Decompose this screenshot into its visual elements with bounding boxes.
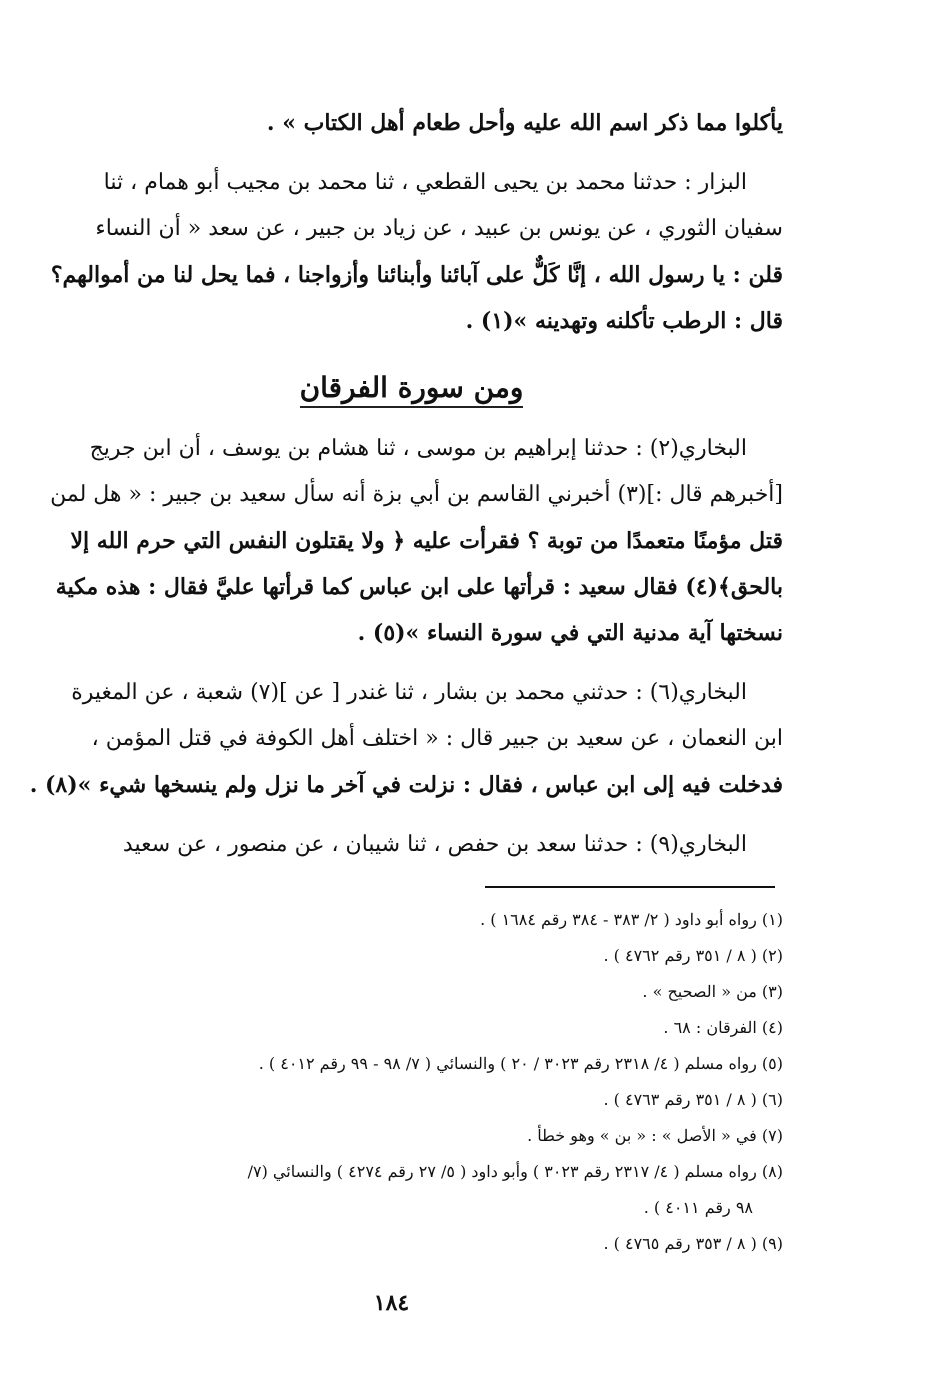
footnote: (٥) رواه مسلم ( ٤/ ٢٣١٨ رقم ٣٠٢٣ / ٢٠ ) والنسائي ( ٧/ ٩٨ - ٩٩ رقم ٤٠١٢ ) . bbox=[258, 1054, 783, 1073]
footnote: (٤) الفرقان : ٦٨ . bbox=[663, 1018, 783, 1037]
page-number: ١٨٤ bbox=[373, 1290, 410, 1316]
text-line: البزار : حدثنا محمد بن يحيى القطعي ، ثنا محمد بن مجيب أبو همام ، ثنا bbox=[103, 170, 747, 195]
text-line: قتل مؤمنًا متعمدًا من توبة ؟ فقرأت عليه ﴿ ولا يقتلون النفس التي حرم الله إلا bbox=[70, 528, 783, 554]
main-text bbox=[29, 100, 783, 882]
paragraph-bukhari-2 bbox=[29, 670, 783, 808]
text-line: قال : الرطب تأكلنه وتهدينه »(١) . bbox=[465, 308, 783, 334]
footnote: (٨) رواه مسلم ( ٤/ ٢٣١٧ رقم ٣٠٢٣ ) وأبو داود ( ٥/ ٢٧ رقم ٤٢٧٤ ) والنسائي (٧/ bbox=[247, 1162, 783, 1181]
text-line: بالحق﴾(٤) فقال سعيد : قرأتها على ابن عباس كما قرأتها عليَّ فقال : هذه مكية bbox=[55, 574, 783, 600]
text-line: قلن : يا رسول الله ، إنَّا كَلٌّ على آبائنا وأبنائنا وأزواجنا ، فما يحل لنا من أموالهم؟ bbox=[50, 262, 783, 288]
footnote-continuation: ٩٨ رقم ٤٠١١ ) . bbox=[643, 1198, 753, 1217]
footnote: (١) رواه أبو داود ( ٢/ ٣٨٣ - ٣٨٤ رقم ١٦٨٤ ) . bbox=[480, 910, 783, 929]
footnotes bbox=[50, 902, 783, 1262]
text-line: فدخلت فيه إلى ابن عباس ، فقال : نزلت في آخر ما نزل ولم ينسخها شيء »(٨) . bbox=[29, 772, 783, 798]
text-line: نسختها آية مدنية التي في سورة النساء »(٥) . bbox=[357, 620, 783, 646]
paragraph-bazzar bbox=[40, 160, 783, 344]
text-line: البخاري(٢) : حدثنا إبراهيم بن موسى ، ثنا هشام بن يوسف ، أن ابن جريج bbox=[89, 436, 747, 461]
footnote-divider bbox=[485, 886, 775, 888]
text-line: البخاري(٦) : حدثني محمد بن بشار ، ثنا غندر [ عن ](٧) شعبة ، عن المغيرة bbox=[71, 680, 747, 705]
text-line: البخاري(٩) : حدثنا سعد بن حفص ، ثنا شيبان ، عن منصور ، عن سعيد bbox=[122, 832, 747, 857]
footnote: (٣) من « الصحيح » . bbox=[642, 982, 783, 1001]
text-line: يأكلوا مما ذكر اسم الله عليه وأحل طعام أهل الكتاب » . bbox=[266, 110, 783, 136]
text-line: [أخبرهم قال :](٣) أخبرني القاسم بن أبي بزة أنه سأل سعيد بن جبير : « هل لمن bbox=[50, 482, 783, 507]
footnote: (٩) ( ٨ / ٣٥٣ رقم ٤٧٦٥ ) . bbox=[603, 1234, 783, 1253]
section-heading bbox=[40, 366, 783, 410]
footnote: (٢) ( ٨ / ٣٥١ رقم ٤٧٦٢ ) . bbox=[603, 946, 783, 965]
paragraph-bukhari-3 bbox=[40, 822, 783, 868]
text-line: سفيان الثوري ، عن يونس بن عبيد ، عن زياد بن جبير ، عن سعد « أن النساء bbox=[95, 216, 783, 241]
paragraph-bukhari-1 bbox=[40, 426, 783, 656]
section-heading-text: ومن سورة الفرقان bbox=[300, 371, 524, 408]
footnote: (٧) في « الأصل » : « بن » وهو خطأ . bbox=[527, 1126, 783, 1145]
footnote: (٦) ( ٨ / ٣٥١ رقم ٤٧٦٣ ) . bbox=[603, 1090, 783, 1109]
text-line: ابن النعمان ، عن سعيد بن جبير قال : « اختلف أهل الكوفة في قتل المؤمن ، bbox=[91, 726, 783, 751]
